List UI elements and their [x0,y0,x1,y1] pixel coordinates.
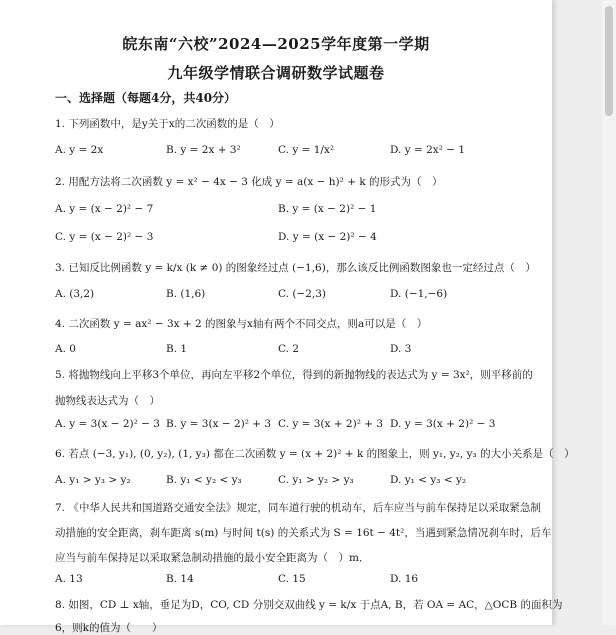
q2-option-c: C. y = (x − 2)² − 3 [55,231,154,243]
q3-option-d: D. (−1,−6) [390,288,448,300]
question-5-stem-line2: 抛物线表达式为（ ） [55,395,160,407]
exam-title-line1: 皖东南“六校”2024—2025学年度第一学期 [122,35,430,53]
question-4-stem: 4. 二次函数 y = ax² − 3x + 2 的图象与x轴有两个不同交点，则a可以是（ ） [55,318,428,330]
question-8-stem: 8. 如图，CD ⊥ x轴，垂足为D，CO, CD 分别交双曲线 y = k/x 于点A, B，若 OA = AC，△OCB 的面积为 [55,599,563,611]
q4-option-b: B. 1 [166,343,188,355]
q7-option-a: A. 13 [55,573,83,585]
question-1-stem: 1. 下列函数中，是y关于x的二次函数的是（ ） [55,118,280,130]
q5-option-b: B. y = 3(x − 2)² + 3 [166,418,272,430]
q3-option-c: C. (−2,3) [278,288,327,300]
q6-option-b: B. y₁ < y₂ < y₃ [166,474,242,486]
question-7-stem-line2: 动措施的安全距离，刹车距离 s(m) 与时间 t(s) 的关系式为 S = 16t − 4t²，当遇到紧急情况刹车时，后车 [55,527,552,539]
q3-option-b: B. (1,6) [166,288,206,300]
q5-option-a: A. y = 3(x − 2)² − 3 [55,418,160,430]
q2-option-b: B. y = (x − 2)² − 1 [278,203,377,215]
question-8-stem-line2: 6，则k的值为（ ） [55,622,163,634]
question-6-stem: 6. 若点 (−3, y₁), (0, y₂), (1, y₃) 都在二次函数 y = (x + 2)² + k 的图象上，则 y₁, y₂, y₃ 的大小关系是（ ） [55,448,575,460]
q4-option-d: D. 3 [390,343,412,355]
question-5-stem-line1: 5. 将抛物线向上平移3个单位，再向左平移2个单位，得到的新抛物线的表达式为 y = 3x²，则平移前的 [55,369,533,381]
q6-option-d: D. y₁ < y₃ < y₂ [390,474,467,486]
q1-option-b: B. y = 2x + 3² [166,144,241,156]
q5-option-d: D. y = 3(x + 2)² − 3 [390,418,496,430]
question-7-stem-line3: 应当与前车保持足以采取紧急制动措施的最小安全距离为（ ）m． [55,552,370,564]
q6-option-a: A. y₁ > y₃ > y₂ [55,474,131,486]
q4-option-c: C. 2 [278,343,300,355]
q7-option-c: C. 15 [278,573,306,585]
q3-option-a: A. (3,2) [55,288,95,300]
q1-option-a: A. y = 2x [55,144,104,156]
q1-option-c: C. y = 1/x² [278,144,335,156]
q7-option-b: B. 14 [166,573,194,585]
question-7-stem-line1: 7. 《中华人民共和国道路交通安全法》规定，同车道行驶的机动车，后车应当与前车保持足以采取紧急制 [55,502,541,514]
vertical-scrollbar[interactable] [602,0,616,625]
scrollbar-thumb[interactable] [605,6,613,116]
q5-option-c: C. y = 3(x + 2)² + 3 [278,418,384,430]
section-heading: 一、选择题（每题4分，共40分） [55,91,237,105]
exam-title-line2: 九年级学情联合调研数学试题卷 [167,64,385,82]
question-2-stem: 2. 用配方法将二次函数 y = x² − 4x − 3 化成 y = a(x − h)² + k 的形式为（ ） [55,176,443,188]
question-3-stem: 3. 已知反比例函数 y = k/x (k ≠ 0) 的图象经过点 (−1,6)，那么该反比例函数图象也一定经过点（ ） [55,262,536,274]
q2-option-a: A. y = (x − 2)² − 7 [55,203,154,215]
q7-option-d: D. 16 [390,573,419,585]
q6-option-c: C. y₁ > y₂ > y₃ [278,474,354,486]
q1-option-d: D. y = 2x² − 1 [390,144,466,156]
q4-option-a: A. 0 [55,343,76,355]
q2-option-d: D. y = (x − 2)² − 4 [278,231,377,243]
